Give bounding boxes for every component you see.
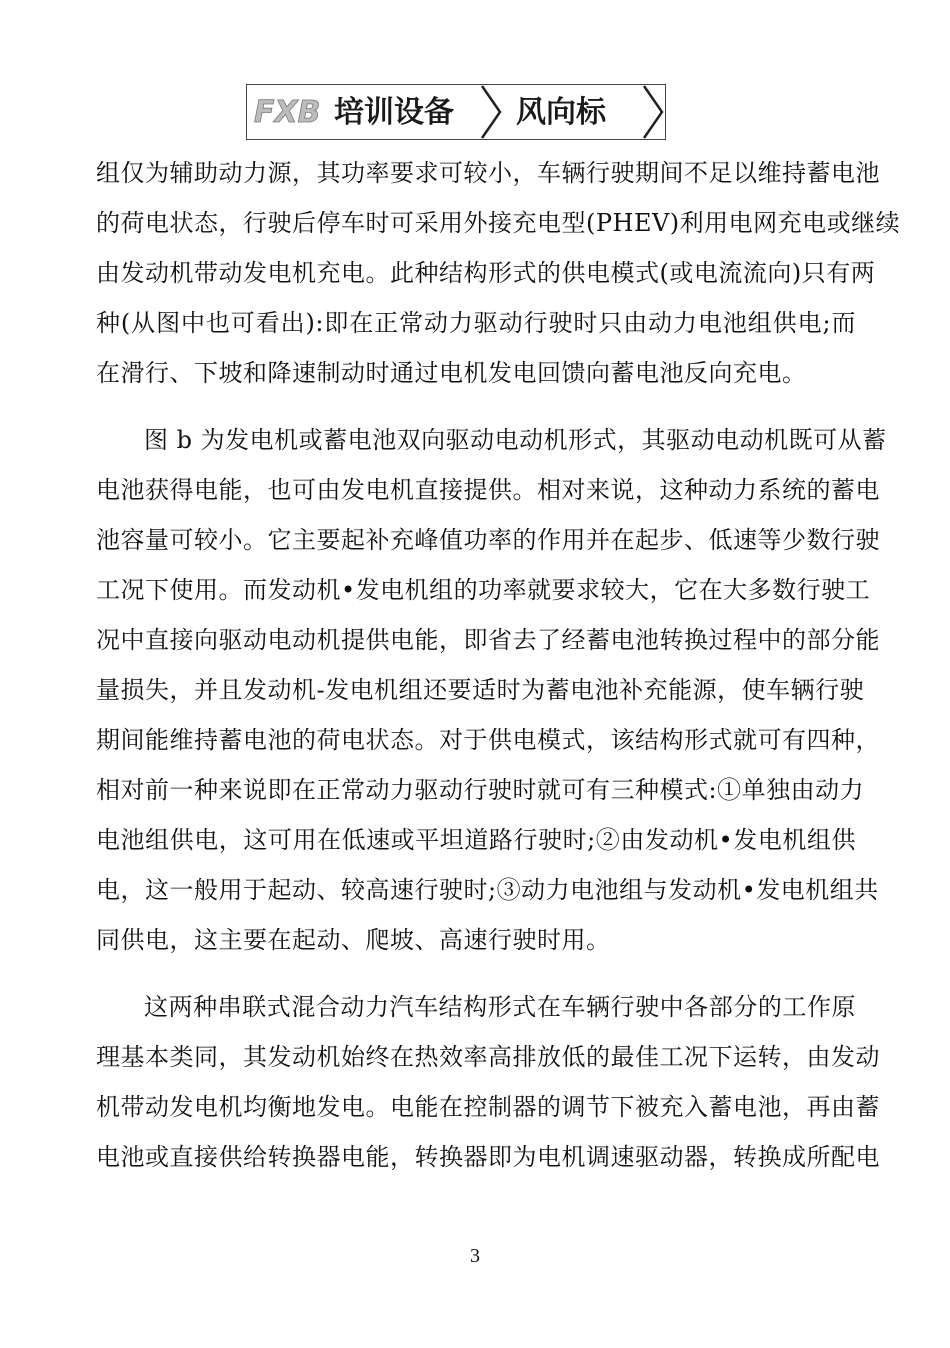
text-line: 电池组供电，这可用在低速或平坦道路行驶时;②由发动机•发电机组供 (96, 826, 856, 854)
logo-brand: FXB (254, 95, 321, 130)
paragraph-1 (96, 148, 901, 398)
fxb-logo-graphic (246, 84, 666, 140)
text-line: 理基本类同，其发动机始终在热效率高排放低的最佳工况下运转，由发动 (96, 1043, 880, 1071)
text-line: 况中直接向驱动电动机提供电能，即省去了经蓄电池转换过程中的部分能 (96, 626, 880, 654)
text-line: 种(从图中也可看出):即在正常动力驱动行驶时只由动力电池组供电;而 (96, 309, 856, 337)
document-body (96, 148, 901, 1182)
text-line: 电池获得电能，也可由发电机直接提供。相对来说，这种动力系统的蓄电 (96, 476, 880, 504)
text-line: 量损失，并且发动机-发电机组还要适时为蓄电池补充能源，使车辆行驶 (96, 676, 865, 704)
logo-part1: 培训设备 (334, 95, 454, 130)
paragraph-2 (96, 415, 887, 965)
text-line: 电池或直接供给转换器电能，转换器即为电机调速驱动器，转换成所配电 (96, 1143, 880, 1171)
text-line: 在滑行、下坡和降速制动时通过电机发电回馈向蓄电池反向充电。 (96, 359, 807, 387)
text-line: 池容量可较小。它主要起补充峰值功率的作用并在起步、低速等少数行驶 (96, 526, 880, 554)
text-line: 期间能维持蓄电池的荷电状态。对于供电模式，该结构形式就可有四种， (96, 726, 880, 754)
text-line: 电，这一般用于起动、较高速行驶时;③动力电池组与发动机•发电机组共 (96, 876, 879, 904)
page-number: 3 (470, 1245, 480, 1267)
paragraph-3 (96, 982, 880, 1182)
text-line: 同供电，这主要在起动、爬坡、高速行驶时用。 (96, 926, 611, 954)
text-line: 由发动机带动发电机充电。此种结构形式的供电模式(或电流流向)只有两 (96, 259, 876, 287)
logo-part2: 风向标 (516, 95, 606, 130)
text-line: 图 b 为发电机或蓄电池双向驱动电动机形式，其驱动电动机既可从蓄 (144, 426, 887, 454)
text-line: 工况下使用。而发动机•发电机组的功率就要求较大，它在大多数行驶工 (96, 576, 871, 604)
text-line: 组仅为辅助动力源，其功率要求可较小，车辆行驶期间不足以维持蓄电池 (96, 159, 880, 187)
text-line: 这两种串联式混合动力汽车结构形式在车辆行驶中各部分的工作原 (144, 993, 856, 1021)
fxb-logo (246, 84, 666, 140)
text-line: 相对前一种来说即在正常动力驱动行驶时就可有三种模式:①单独由动力 (96, 776, 865, 804)
text-line: 的荷电状态，行驶后停车时可采用外接充电型(PHEV)利用电网充电或继续 (96, 209, 901, 237)
text-line: 机带动发电机均衡地发电。电能在控制器的调节下被充入蓄电池，再由蓄 (96, 1093, 880, 1121)
